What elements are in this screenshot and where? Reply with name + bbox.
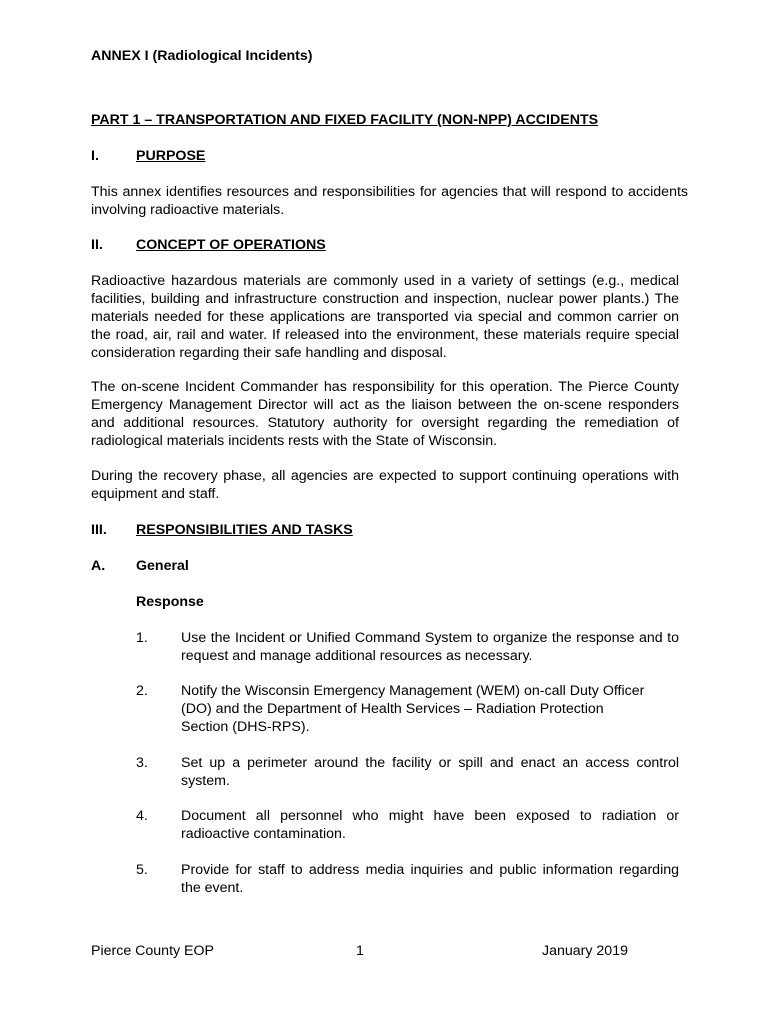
purpose-paragraph: This annex identifies resources and responsibilities for agencies that will respond to accidents involving radioactive materials.: [91, 184, 688, 218]
list-item: Notify the Wisconsin Emergency Management (WEM) on-call Duty Officer (DO) and the Department of Health Services – Radiation Protection Section (DHS-RPS).: [181, 683, 645, 735]
section-number-concept: II.: [91, 237, 103, 253]
section-number-responsibilities: III.: [91, 522, 107, 538]
list-item: Use the Incident or Unified Command System to organize the response and to request and manage additional resources as necessary.: [181, 630, 679, 664]
section-title-responsibilities: RESPONSIBILITIES AND TASKS: [136, 522, 353, 538]
subsection-letter: A.: [91, 558, 106, 574]
list-item-number: 3.: [136, 755, 148, 771]
footer-date: January 2019: [542, 943, 628, 959]
list-item: Provide for staff to address media inquiries and public information regarding the event.: [181, 862, 679, 896]
list-item-number: 4.: [136, 808, 148, 824]
subsection-title: General: [136, 558, 189, 574]
section-number-purpose: I.: [91, 148, 99, 164]
section-title-purpose: PURPOSE: [136, 148, 206, 164]
footer-page-number: 1: [356, 943, 364, 959]
annex-title: ANNEX I (Radiological Incidents): [91, 48, 313, 64]
list-item-number: 5.: [136, 862, 148, 878]
list-item: Document all personnel who might have been exposed to radiation or radioactive contamination.: [181, 808, 679, 842]
part-title: PART 1 – TRANSPORTATION AND FIXED FACILITY (NON-NPP) ACCIDENTS: [91, 112, 599, 128]
response-heading: Response: [136, 594, 204, 610]
concept-paragraph: The on-scene Incident Commander has responsibility for this operation. The Pierce County Emergency Management Director will act as the liaison between the on-scene responders and additional resources. Statutory authority for oversight regarding the remediation of radiological materials incidents rests with the State of Wisconsin.: [91, 379, 679, 449]
concept-paragraph: During the recovery phase, all agencies are expected to support continuing operations with equipment and staff.: [91, 468, 679, 502]
section-title-concept: CONCEPT OF OPERATIONS: [136, 237, 326, 253]
list-item-number: 2.: [136, 683, 148, 699]
concept-paragraph: Radioactive hazardous materials are commonly used in a variety of settings (e.g., medical facilities, building and infrastructure construction and inspection, nuclear power plants.) The materials needed for these applications are transported via special and common carrier on the road, air, rail and water. If released into the environment, these materials require special consideration regarding their safe handling and disposal.: [91, 273, 679, 361]
list-item: Set up a perimeter around the facility or spill and enact an access control system.: [181, 755, 679, 789]
list-item-number: 1.: [136, 630, 148, 646]
footer-document-name: Pierce County EOP: [91, 943, 215, 959]
